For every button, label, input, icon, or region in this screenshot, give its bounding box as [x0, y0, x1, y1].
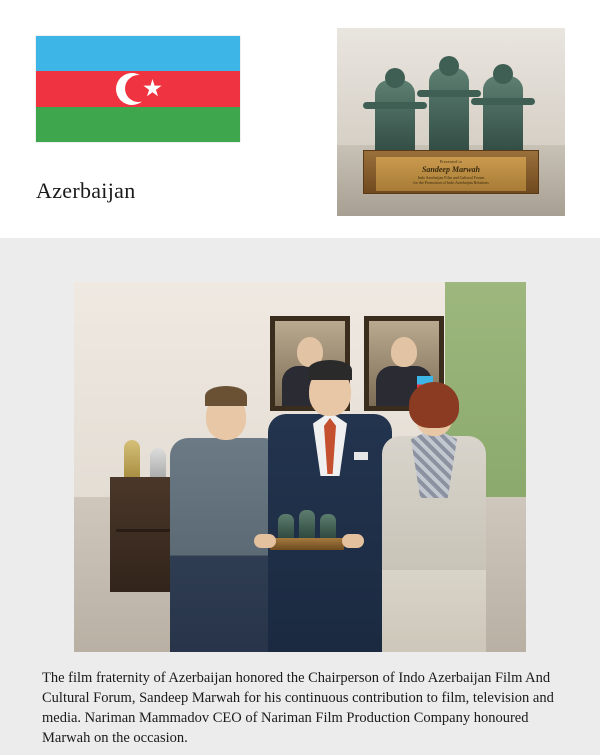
trophy-figure-center: [429, 68, 469, 156]
header-section: [0, 0, 600, 238]
trophy-figure-head: [385, 68, 405, 88]
trophy-figure-left: [375, 80, 415, 156]
trophy-plaque: [376, 157, 526, 191]
trophy-figure-arms: [363, 102, 427, 109]
plaque-line-2: for the Promotion of Indo Azerbaijan Relations: [413, 180, 489, 185]
content-section: [0, 238, 600, 755]
page-title: Azerbaijan: [36, 178, 136, 203]
photo-caption: The film fraternity of Azerbaijan honored the Chairperson of Indo Azerbaijan Film And Cultural Forum, Sandeep Marwah for his continuous contribution to film, television and media. Nariman Mammadov CEO of Nariman Film Production Company honoured Marwah on the occasion.: [42, 670, 554, 746]
shelf-trophy-1: [124, 440, 140, 480]
award-figure-center: [299, 510, 315, 540]
award-figure-left: [278, 514, 294, 540]
shelf-trophy-2: [150, 448, 166, 480]
hand-right: [342, 534, 364, 548]
person-center-pocket-square: [354, 452, 368, 460]
trophy-figure-head: [439, 56, 459, 76]
trophy-figure-right: [483, 76, 523, 156]
person-left: [170, 384, 282, 652]
crescent-icon: [116, 73, 148, 105]
trophy-figure-head: [493, 64, 513, 84]
flag-emblem: [36, 36, 240, 142]
hand-left: [254, 534, 276, 548]
person-right-hair: [409, 382, 459, 428]
award-wooden-base: [270, 538, 344, 550]
trophy-figure-arms: [471, 98, 535, 105]
person-left-hair: [205, 386, 247, 406]
trophy-base: [363, 150, 539, 194]
plaque-recipient-name: Sandeep Marwah: [421, 165, 480, 174]
award-ceremony-photo: [74, 282, 526, 652]
award-figure-right: [320, 514, 336, 540]
award-trophy-photo: [337, 28, 565, 216]
person-center-hair: [308, 360, 352, 380]
award-being-presented: [270, 510, 344, 550]
trophy-figure-arms: [417, 90, 481, 97]
crescent-and-star-icon: [110, 71, 166, 107]
person-right: [380, 380, 488, 652]
flag-of-azerbaijan-icon: [36, 36, 240, 142]
person-center: [268, 360, 392, 652]
plaque-line-1: Indo Azerbaijan Film and Cultural Forum: [417, 175, 485, 180]
portrait-head: [391, 337, 417, 367]
plaque-presented-to: Presented to: [439, 159, 463, 164]
